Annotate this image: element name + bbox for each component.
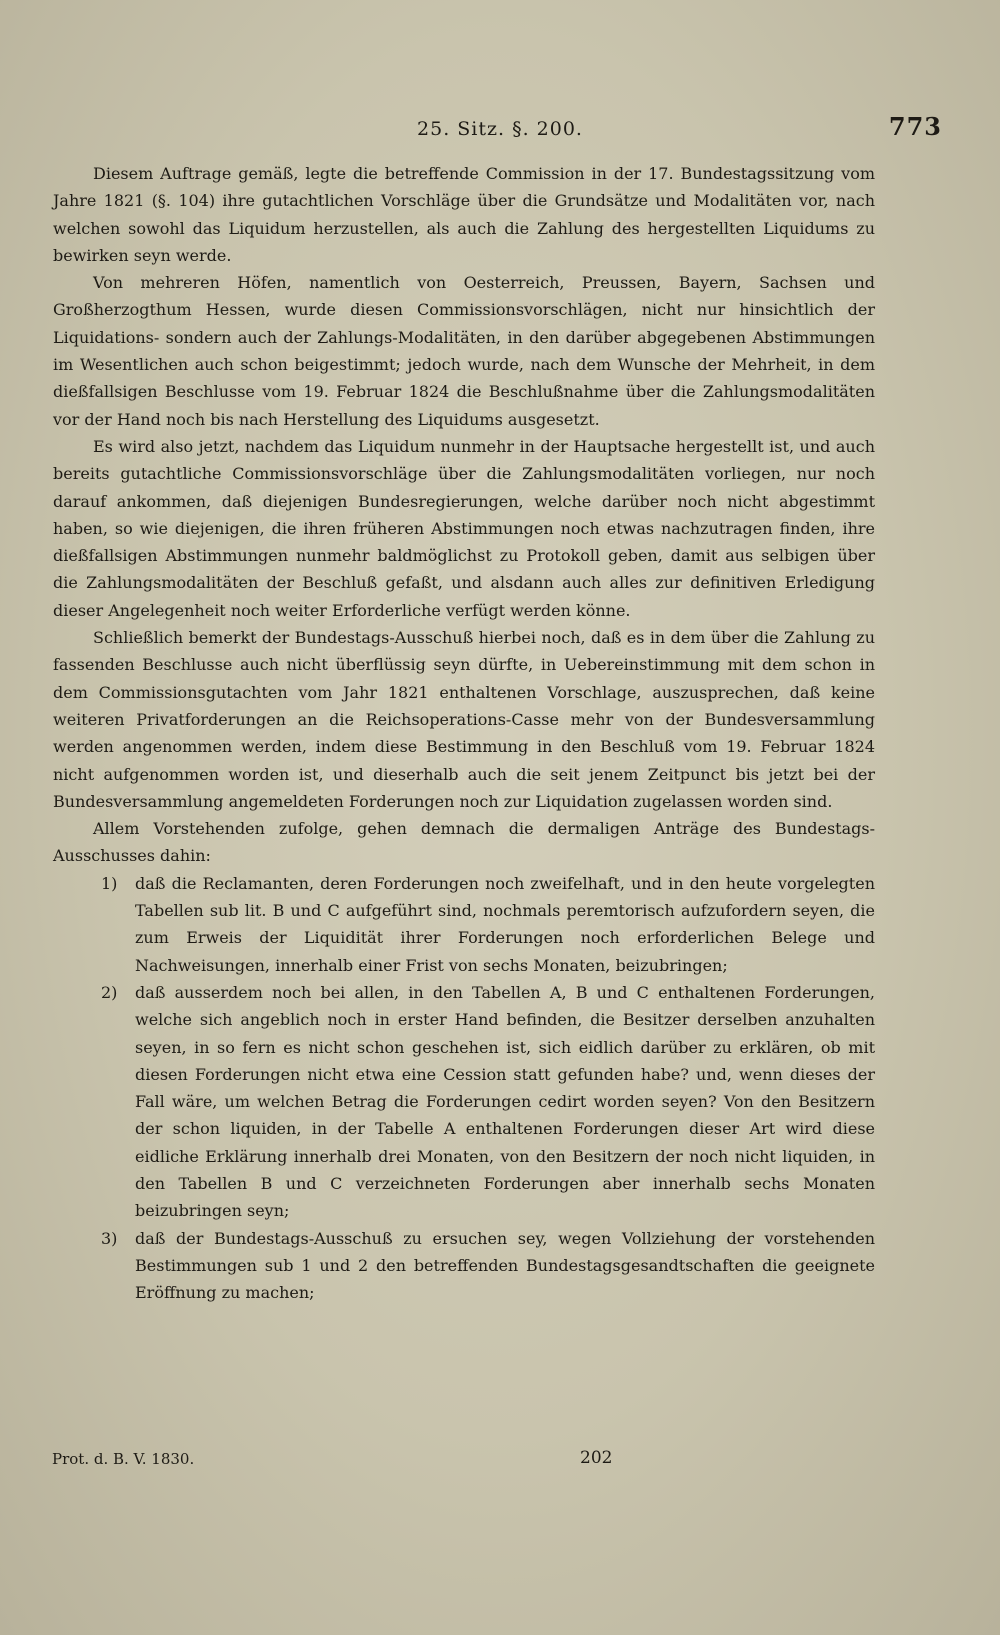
paragraph: Diesem Auftrage gemäß, legte die betreffende Commission in der 17. Bundestagssitzung vom Jahre 1821 (§. 104) ihre gutachtlichen Vorschläge über die Grundsätze und Modalitäten vor, nach welchen sowohl das Liquidum herzustellen, als auch die Zahlung des hergestellten Liquidums zu bewirken seyn werde. — [53, 164, 875, 265]
page-header — [52, 112, 948, 152]
motions-list — [53, 870, 875, 1307]
list-item-number: 3) — [101, 1228, 118, 1248]
body-text — [53, 160, 875, 1306]
paragraph: Von mehreren Höfen, namentlich von Oesterreich, Preussen, Bayern, Sachsen und Großherzogthum Hessen, wurde diesen Commissionsvorschlägen, nicht nur hinsichtlich der Liquidations- sondern auch der Zahlungs-Modalitäten, in den darüber abgegebenen Abstimmungen im Wesentlichen auch schon beigestimmt; jedoch wurde, nach dem Wunsche der Mehrheit, in dem dießfallsigen Beschlusse vom 19. Februar 1824 die Beschlußnahme über die Zahlungsmodalitäten vor der Hand noch bis nach Herstellung des Liquidums ausgesetzt. — [53, 273, 875, 429]
list-item — [53, 1225, 875, 1307]
list-item-number: 2) — [101, 982, 118, 1002]
list-item — [53, 979, 875, 1225]
signature-mark: 202 — [580, 1448, 613, 1468]
paragraph: Schließlich bemerkt der Bundestags-Ausschuß hierbei noch, daß es in dem über die Zahlung zu fassenden Beschlusse auch nicht überflüssig seyn dürfte, in Uebereinstimmung mit dem schon in dem Commissionsgutachten vom Jahr 1821 enthaltenen Vorschlage, auszusprechen, daß keine weiteren Privatforderungen an die Reichsoperations-Casse mehr von der Bundesversammlung werden angenommen werden, indem diese Bestimmung in den Beschluß vom 19. Februar 1824 nicht aufgenommen worden ist, und dieserhalb auch die seit jenem Zeitpunct bis jetzt bei der Bundesversammlung angemeldeten Forderungen noch zur Liquidation zugelassen worden sind. — [53, 628, 875, 811]
list-item-text: daß die Reclamanten, deren Forderungen noch zweifelhaft, und in den heute vorgelegten Tabellen sub lit. B und C aufgeführt sind, nochmals peremtorisch aufzufordern seyen, die zum Erweis der Liquidität ihrer Forderungen noch erforderlichen Belege und Nachweisungen, innerhalb einer Frist von sechs Monaten, beizubringen; — [135, 873, 875, 975]
page-footer — [52, 1450, 948, 1476]
running-title: 25. Sitz. §. 200. — [417, 118, 583, 140]
paragraph: Allem Vorstehenden zufolge, gehen demnach die dermaligen Anträge des Bundestags-Ausschusses dahin: — [53, 819, 875, 866]
page-number: 773 — [888, 112, 942, 141]
list-item-text: daß der Bundestags-Ausschuß zu ersuchen sey, wegen Vollziehung der vorstehenden Bestimmungen sub 1 und 2 den betreffenden Bundestagsgesandtschaften die geeignete Eröffnung zu machen; — [135, 1228, 875, 1303]
list-item-number: 1) — [101, 873, 118, 893]
protocol-reference: Prot. d. B. V. 1830. — [52, 1450, 195, 1468]
list-item-text: daß ausserdem noch bei allen, in den Tabellen A, B und C enthaltenen Forderungen, welche sich angeblich noch in erster Hand befinden, die Besitzer derselben anzuhalten seyen, in so fern es nicht schon geschehen ist, sich eidlich darüber zu erklären, ob mit diesen Forderungen nicht etwa eine Cession statt gefunden habe? und, wenn dieses der Fall wäre, um welchen Betrag die Forderungen cedirt worden seyen? Von den Besitzern der schon liquiden, in der Tabelle A enthaltenen Forderungen dieser Art wird diese eidliche Erklärung innerhalb drei Monaten, von den Besitzern der noch nicht liquiden, in den Tabellen B und C verzeichneten Forderungen aber innerhalb sechs Monaten beizubringen seyn; — [135, 982, 875, 1221]
paragraph: Es wird also jetzt, nachdem das Liquidum nunmehr in der Hauptsache hergestellt ist, und auch bereits gutachtliche Commissionsvorschläge über die Zahlungsmodalitäten vorliegen, nur noch darauf ankommen, daß diejenigen Bundesregierungen, welche darüber noch nicht abgestimmt haben, so wie diejenigen, die ihren früheren Abstimmungen noch etwas nachzutragen finden, ihre dießfallsigen Abstimmungen nunmehr baldmöglichst zu Protokoll geben, damit aus selbigen über die Zahlungsmodalitäten der Beschluß gefaßt, und alsdann auch alles zur definitiven Erledigung dieser Angelegenheit noch weiter Erforderliche verfügt werden könne. — [53, 436, 875, 620]
list-item — [53, 870, 875, 979]
